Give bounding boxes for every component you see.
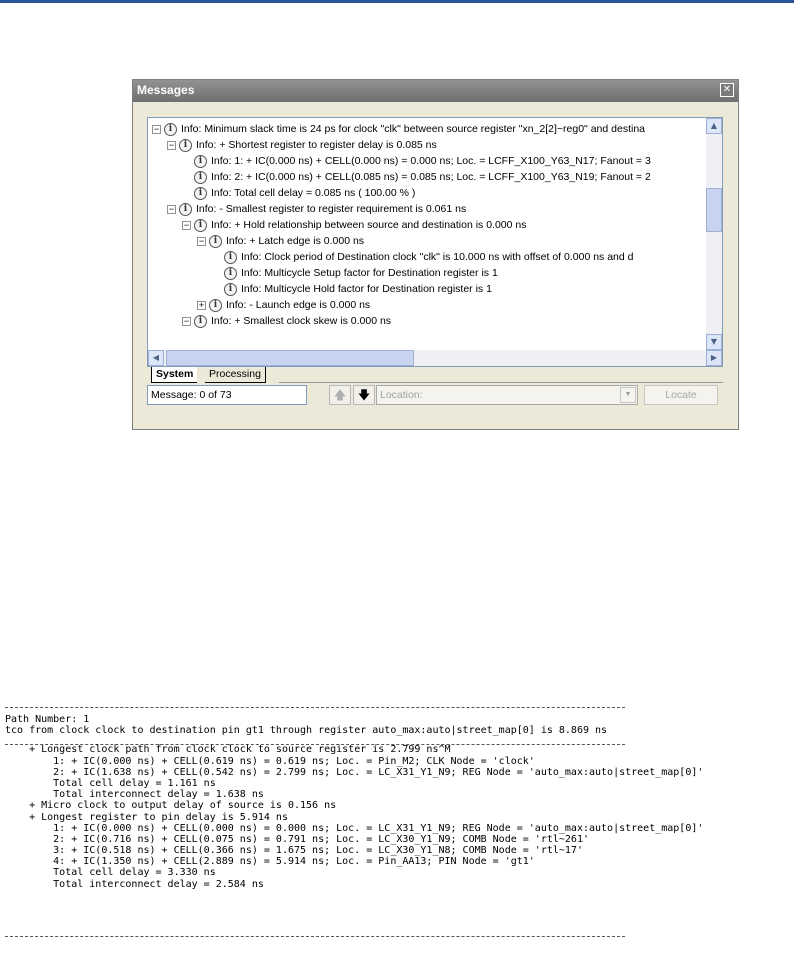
horizontal-scrollbar[interactable] [148,350,722,366]
tab-system[interactable]: System [151,367,197,383]
message-row[interactable] [182,313,391,329]
close-icon[interactable]: ✕ [720,83,734,97]
expand-icon[interactable]: + [198,299,205,310]
report-line: + Longest register to pin delay is 5.914 ns [5,811,288,823]
report-line: Path Number: 1 [5,714,90,725]
collapse-icon[interactable]: − [168,203,175,214]
timing-report [5,714,789,890]
message-row[interactable] [182,169,651,185]
report-line: Total interconnect delay = 1.638 ns [5,789,264,801]
message-row[interactable] [212,265,498,281]
window-title: Messages [137,83,195,97]
report-separator-bottom [5,936,625,937]
message-row[interactable] [182,185,415,201]
message-tabs [147,367,723,383]
report-line: 1: + IC(0.000 ns) + CELL(0.619 ns) = 0.619 ns; Loc. = Pin_M2; CLK Node = 'clock' [5,755,535,767]
location-placeholder: Location: [380,389,423,401]
report-line: 2: + IC(0.716 ns) + CELL(0.075 ns) = 0.791 ns; Loc. = LC_X30_Y1_N9; COMB Node = 'rtl~261' [5,833,589,845]
message-text: Info: 1: + IC(0.000 ns) + CELL(0.000 ns) = 0.000 ns; Loc. = LCFF_X100_Y63_N17; Fanout = 3 [211,155,651,167]
message-row[interactable] [212,249,633,265]
report-line: + Micro clock to output delay of source is 0.156 ns [5,800,337,812]
report-line [5,736,789,744]
info-icon: i [194,171,207,184]
scroll-down-icon[interactable]: ▼ [706,334,722,350]
report-line: Total interconnect delay = 2.584 ns [5,878,264,890]
report-line: 3: + IC(0.518 ns) + CELL(0.366 ns) = 1.675 ns; Loc. = LC_X30_Y1_N8; COMB Node = 'rtl~17' [5,845,583,857]
dropdown-arrow-icon[interactable]: ▼ [620,387,636,403]
collapse-icon[interactable]: − [198,235,205,246]
message-row[interactable] [182,153,651,169]
message-text: Info: - Smallest register to register requirement is 0.061 ns [196,203,467,215]
location-select[interactable] [376,385,638,405]
window-titlebar[interactable] [133,80,738,102]
tab-processing[interactable]: Processing [205,367,266,383]
info-icon: i [209,235,222,248]
message-row[interactable] [182,217,527,233]
message-text: Info: + Smallest clock skew is 0.000 ns [211,315,392,327]
info-icon: i [194,155,207,168]
collapse-icon[interactable]: − [183,219,190,230]
report-line: Total cell delay = 1.161 ns [5,777,216,789]
info-icon: i [194,187,207,200]
message-row[interactable] [212,281,492,297]
report-line: 2: + IC(1.638 ns) + CELL(0.542 ns) = 2.799 ns; Loc. = LC_X31_Y1_N9; REG Node = 'auto_max:auto|street_map[0]' [5,766,704,778]
report-line: + Longest clock path from clock clock to source register is 2.799 ns^M [5,744,451,756]
message-text: Info: Total cell delay = 0.085 ns ( 100.00 % ) [211,187,416,199]
vertical-scroll-thumb[interactable] [706,188,722,232]
report-line: 4: + IC(1.350 ns) + CELL(2.889 ns) = 5.914 ns; Loc. = Pin_AA13; PIN Node = 'gt1' [5,856,535,868]
message-count-field: Message: 0 of 73 [147,385,307,405]
message-text: Info: - Launch edge is 0.000 ns [226,299,371,311]
info-icon: i [209,299,222,312]
info-icon: i [164,123,177,136]
scroll-left-icon[interactable]: ◀ [148,350,164,366]
next-message-button[interactable] [353,385,375,405]
info-icon: i [179,203,192,216]
message-row[interactable] [197,297,370,313]
message-toolbar [147,385,725,407]
collapse-icon[interactable]: − [153,123,160,134]
messages-window [132,79,739,430]
message-text: Info: + Hold relationship between source and destination is 0.000 ns [211,219,527,231]
report-separator-top [5,707,625,708]
top-accent-bar [0,0,794,3]
arrow-up-icon: 🡅 [333,388,347,402]
arrow-down-icon: 🡇 [357,388,371,402]
info-icon: i [179,139,192,152]
message-text: Info: + Latch edge is 0.000 ns [226,235,365,247]
scroll-up-icon[interactable]: ▲ [706,118,722,134]
info-icon: i [194,219,207,232]
message-text: Info: Minimum slack time is 24 ps for clock "clk" between source register "xn_2[2]~reg0" and destina [181,123,645,135]
message-text: Info: + Shortest register to register delay is 0.085 ns [196,139,437,151]
vertical-scrollbar[interactable] [706,118,722,350]
message-row[interactable] [167,137,437,153]
scroll-right-icon[interactable]: ▶ [706,350,722,366]
message-row[interactable] [167,201,466,217]
info-icon: i [224,251,237,264]
message-row[interactable] [152,121,645,137]
report-line: tco from clock clock to destination pin gt1 through register auto_max:auto|street_map[0] is 8.869 ns [5,725,608,737]
message-text: Info: Clock period of Destination clock "clk" is 10.000 ns with offset of 0.000 ns and d [241,251,634,263]
info-icon: i [224,267,237,280]
locate-button[interactable]: Locate [644,385,718,405]
message-text: Info: 2: + IC(0.000 ns) + CELL(0.085 ns) = 0.085 ns; Loc. = LCFF_X100_Y63_N19; Fanout = 2 [211,171,651,183]
info-icon: i [194,315,207,328]
message-text: Info: Multicycle Setup factor for Destination register is 1 [241,267,498,279]
info-icon: i [224,283,237,296]
message-tree[interactable] [147,117,723,367]
report-line: 1: + IC(0.000 ns) + CELL(0.000 ns) = 0.000 ns; Loc. = LC_X31_Y1_N9; REG Node = 'auto_max:auto|street_map[0]' [5,822,704,834]
collapse-icon[interactable]: − [183,315,190,326]
message-text: Info: Multicycle Hold factor for Destination register is 1 [241,283,492,295]
previous-message-button[interactable] [329,385,351,405]
horizontal-scroll-thumb[interactable] [166,350,414,366]
report-line: Total cell delay = 3.330 ns [5,867,216,879]
collapse-icon[interactable]: − [168,139,175,150]
tab-divider [279,382,723,383]
message-row[interactable] [197,233,364,249]
